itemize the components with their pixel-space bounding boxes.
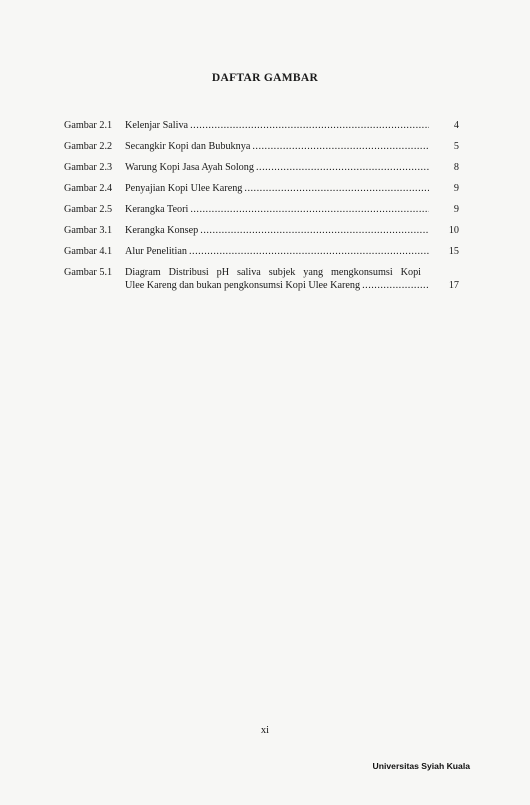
figure-page: 10 (448, 225, 459, 236)
figure-title: Warung Kopi Jasa Ayah Solong ..... (125, 161, 429, 174)
figure-page: 9 (453, 204, 459, 215)
figure-title: Kelenjar Saliva ..... (125, 119, 429, 132)
figure-number: Gambar 2.5 (64, 204, 113, 215)
institution-footer: Universitas Syiah Kuala (372, 761, 470, 771)
figure-page: 15 (448, 246, 459, 257)
figure-entry (64, 224, 459, 237)
figure-entry (64, 266, 459, 292)
figure-title: Kerangka Konsep ..... (125, 224, 429, 237)
figure-entry (64, 182, 459, 195)
figure-number: Gambar 3.1 (64, 225, 113, 236)
figure-title: Kerangka Teori ..... (125, 203, 429, 216)
figure-entry (64, 161, 459, 174)
figure-number: Gambar 2.1 (64, 120, 113, 131)
figure-page: 8 (453, 162, 459, 173)
figure-entry (64, 245, 459, 258)
figure-page: 17 (448, 280, 459, 291)
figure-title: Secangkir Kopi dan Bubuknya ..... (125, 140, 429, 153)
figure-title: Alur Penelitian ..... (125, 245, 429, 258)
figure-number: Gambar 2.4 (64, 183, 113, 194)
figure-page: 9 (453, 183, 459, 194)
figure-number: Gambar 2.2 (64, 141, 113, 152)
figure-list (64, 119, 459, 300)
figure-title-line-1: Diagram Distribusi pH saliva subjek yang mengkonsumsi Kopi (125, 267, 421, 278)
figure-title-line-2: Ulee Kareng dan bukan pengkonsumsi Kopi Ulee Kareng ..... (125, 279, 429, 292)
figure-number: Gambar 5.1 (64, 267, 113, 278)
figure-number: Gambar 4.1 (64, 246, 113, 257)
page-title: DAFTAR GAMBAR (211, 72, 319, 84)
figure-entry (64, 140, 459, 153)
figure-title: Penyajian Kopi Ulee Kareng ..... (125, 182, 429, 195)
figure-entry (64, 119, 459, 132)
page-number: xi (260, 725, 270, 736)
figure-entry (64, 203, 459, 216)
figure-page: 5 (453, 141, 459, 152)
figure-page: 4 (453, 120, 459, 131)
figure-number: Gambar 2.3 (64, 162, 113, 173)
